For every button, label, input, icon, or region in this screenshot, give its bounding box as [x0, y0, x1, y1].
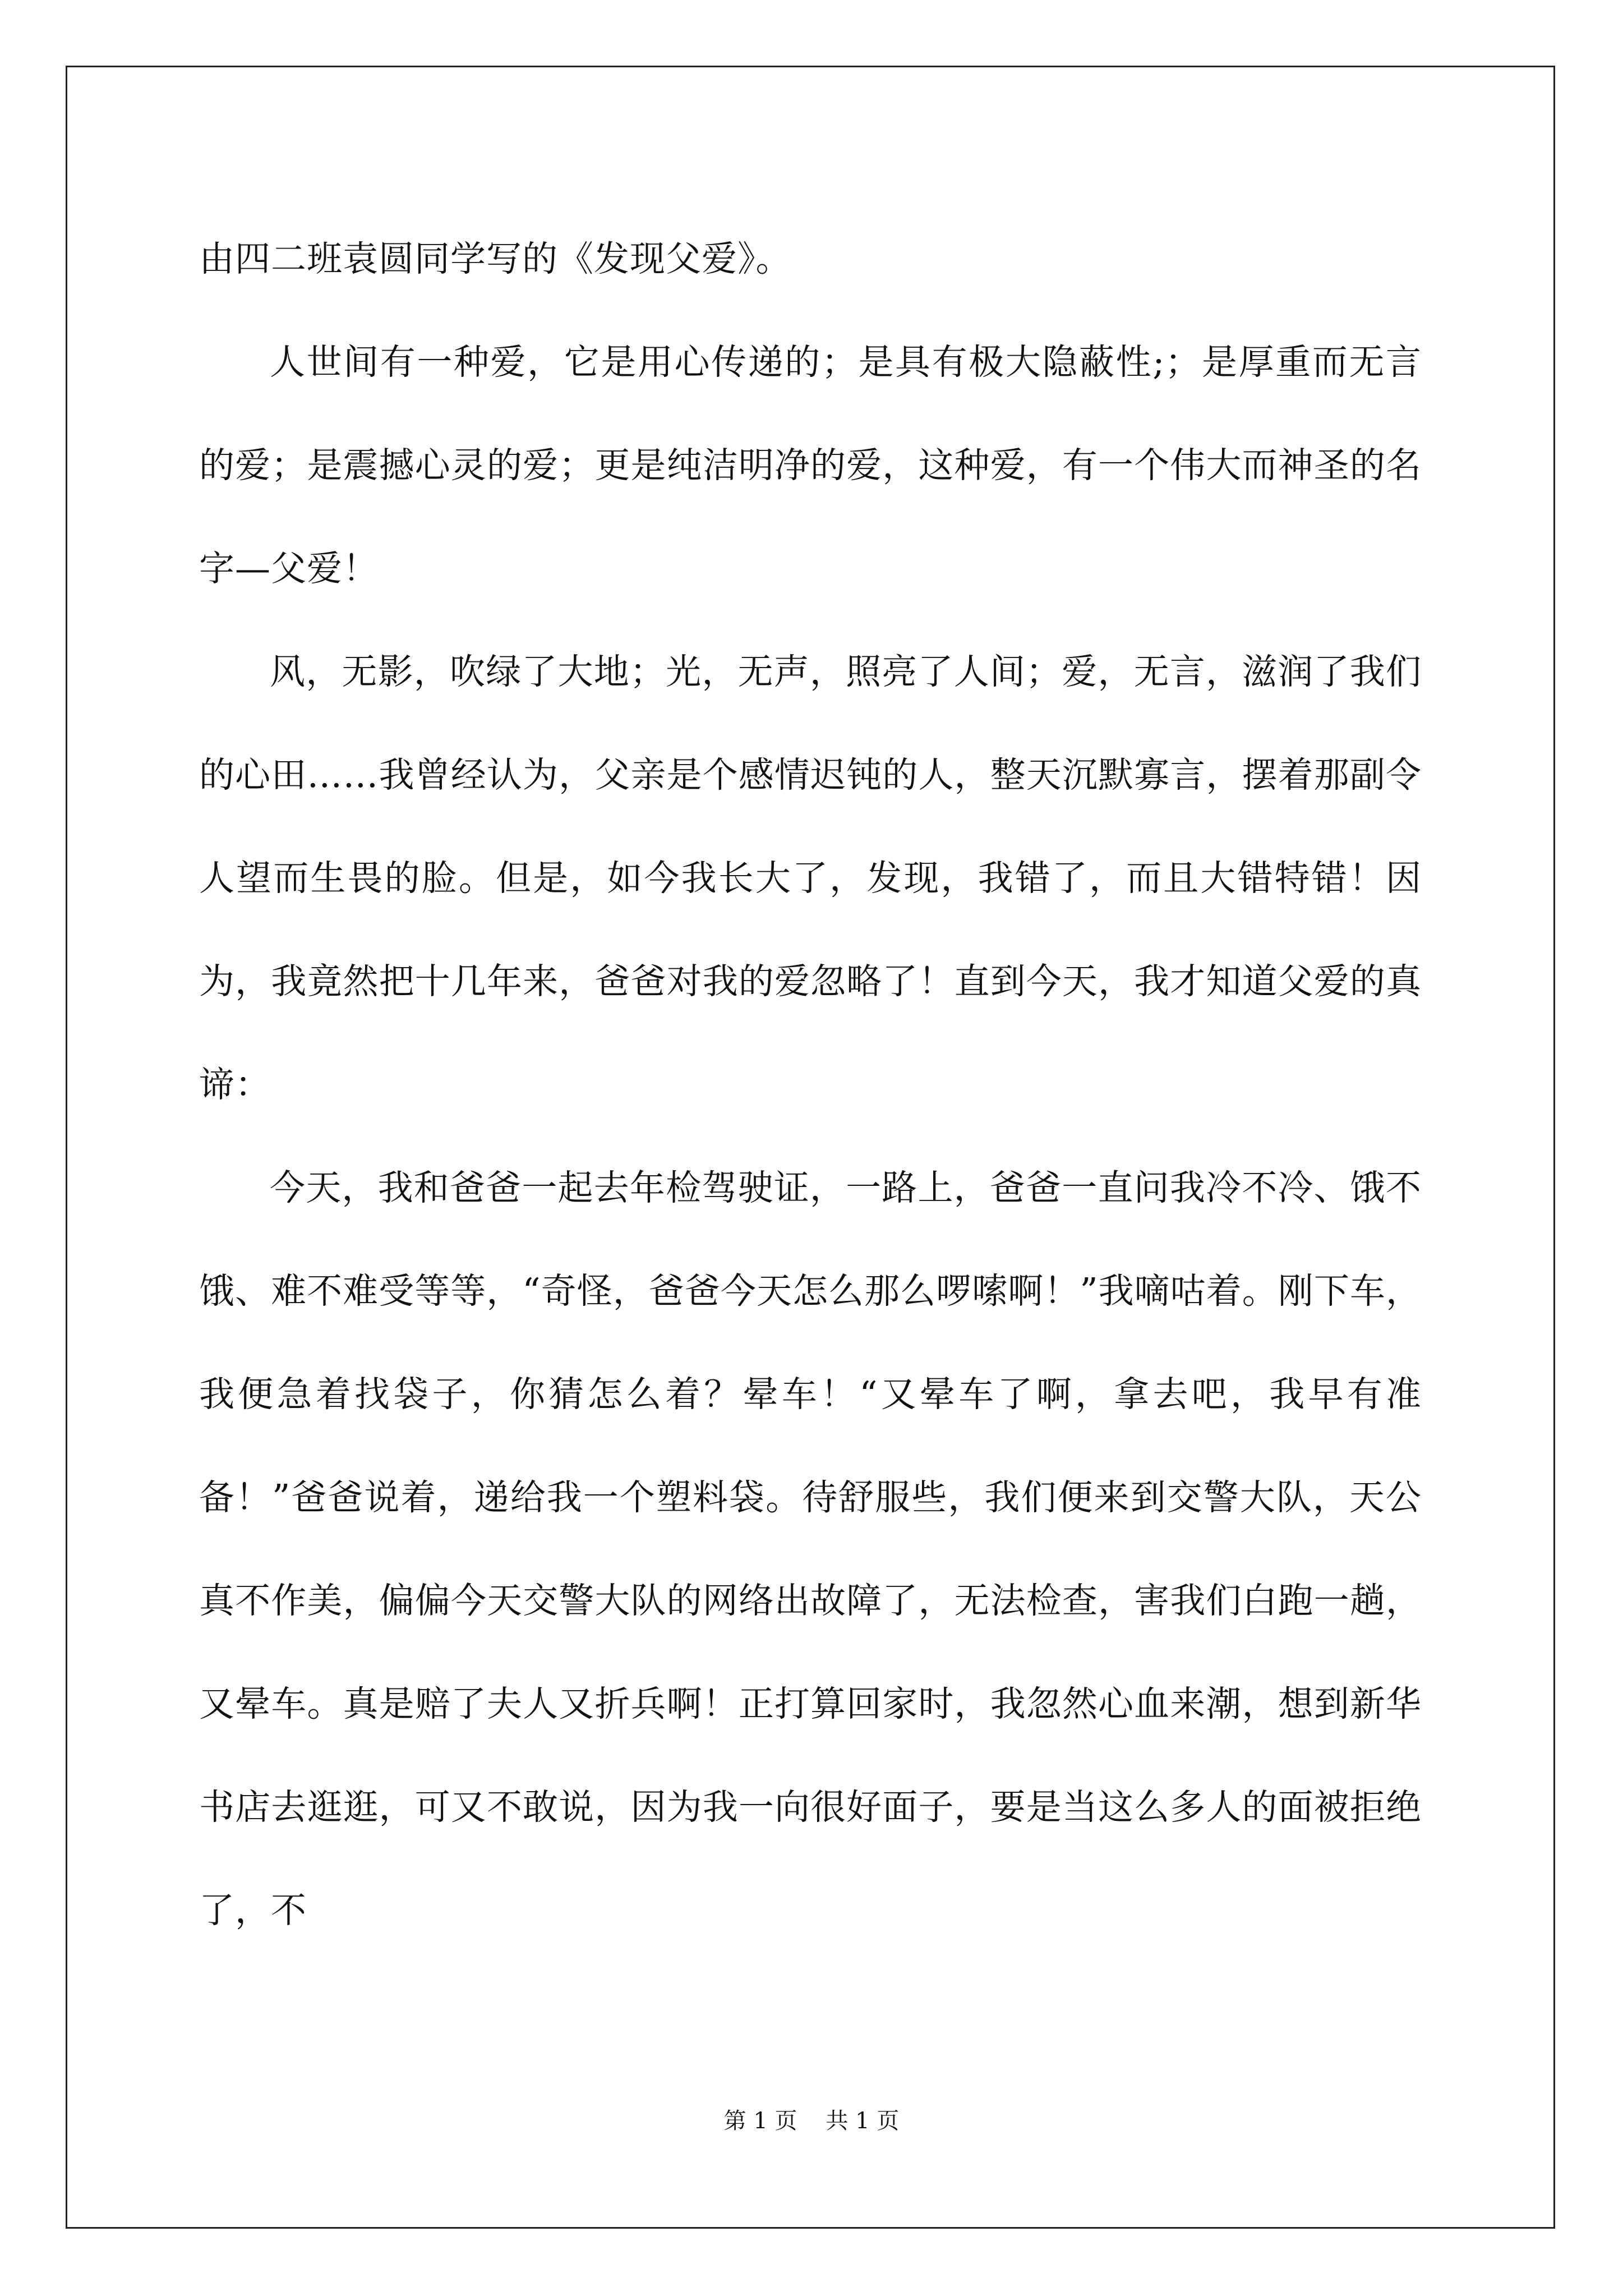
page-total: 共 1 页 [826, 2108, 900, 2134]
paragraph-father-love: 人世间有一种爱，它是用心传递的；是具有极大隐蔽性;；是厚重而无言的爱；是震撼心灵的爱；更是纯洁明净的爱，这种爱，有一个伟大而神圣的名字—父爱！ [199, 342, 1422, 589]
page-footer [0, 2106, 1623, 2136]
paragraph-intro: 由四二班袁圆同学写的《发现父爱》。 [199, 238, 792, 279]
page-number: 第 1 页 [723, 2108, 797, 2134]
paragraph-story: 今天，我和爸爸一起去年检驾驶证，一路上，爸爸一直问我冷不冷、饿不饿、难不难受等等，“奇怪，爸爸今天怎么那么啰嗦啊！”我嘀咕着。刚下车，我便急着找袋子，你猜怎么着？晕车！“又晕车了啊，拿去吧，我早有准备！”爸爸说着，递给我一个塑料袋。待舒服些，我们便来到交警大队，天公真不作美，偏偏今天交警大队的网络出故障了，无法检查，害我们白跑一趟，又晕车。真是赔了夫人又折兵啊！正打算回家时，我忽然心血来潮，想到新华书店去逛逛，可又不敢说，因为我一向很好面子，要是当这么多人的面被拒绝了，不 [199, 1167, 1422, 1931]
document-body [199, 208, 1422, 1962]
paragraph-reflection: 风，无影，吹绿了大地；光，无声，照亮了人间；爱，无言，滋润了我们的心田……我曾经认为，父亲是个感情迟钝的人，整天沉默寡言，摆着那副令人望而生畏的脸。但是，如今我长大了，发现，我错了，而且大错特错！因为，我竟然把十几年来，爸爸对我的爱忽略了！直到今天，我才知道父爱的真谛： [199, 651, 1422, 1105]
